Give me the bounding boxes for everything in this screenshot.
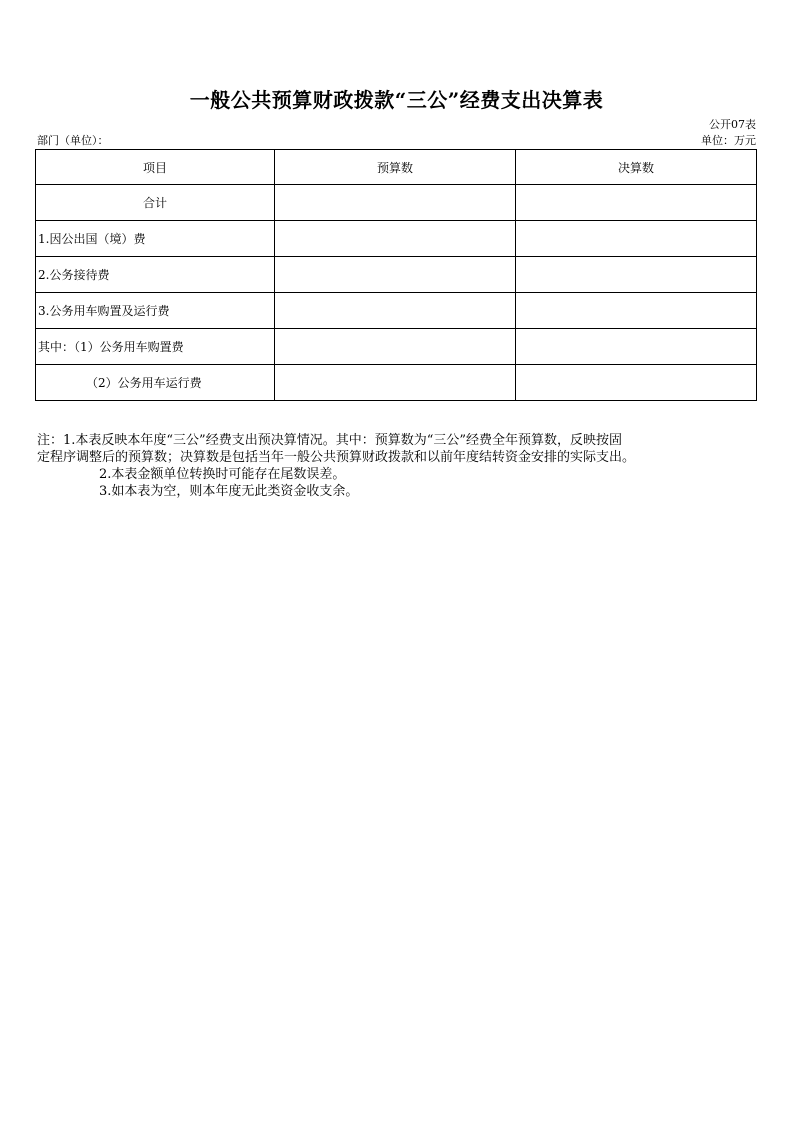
row-actual-cell — [515, 293, 756, 329]
row-budget-cell — [274, 185, 515, 221]
table-row — [36, 221, 757, 257]
row-item-vehicle: 3.公务用车购置及运行费 — [36, 293, 275, 329]
note-1-line-2: 定程序调整后的预算数；决算数是包括当年一般公共预算财政拨款和以前年度结转资金安排的实际支出。 — [37, 450, 636, 465]
note-3: 3.如本表为空，则本年度无此类资金收支余。 — [99, 484, 359, 499]
row-budget-cell — [274, 221, 515, 257]
row-actual-cell — [515, 257, 756, 293]
row-actual-cell — [515, 185, 756, 221]
row-item-overseas: 1.因公出国（境）费 — [36, 221, 275, 257]
row-budget-cell — [274, 365, 515, 401]
row-actual-cell — [515, 365, 756, 401]
table-header-row — [36, 150, 757, 185]
row-item-total: 合计 — [36, 185, 275, 221]
row-budget-cell — [274, 293, 515, 329]
table-row — [36, 365, 757, 401]
page-title: 一般公共预算财政拨款“三公”经费支出决算表 — [189, 88, 604, 112]
row-budget-cell — [274, 329, 515, 365]
table-row — [36, 257, 757, 293]
department-label: 部门（单位）： — [37, 134, 109, 147]
table-row — [36, 329, 757, 365]
budget-table — [35, 149, 757, 401]
row-budget-cell — [274, 257, 515, 293]
form-code: 公开07表 — [709, 118, 756, 131]
row-item-vehicle-operation: （2）公务用车运行费 — [36, 365, 275, 401]
notes — [37, 432, 759, 500]
unit-label: 单位：万元 — [701, 134, 756, 147]
row-actual-cell — [515, 221, 756, 257]
header-item: 项目 — [36, 150, 275, 185]
row-item-vehicle-purchase: 其中：（1）公务用车购置费 — [36, 329, 275, 365]
header-actual: 决算数 — [515, 150, 756, 185]
row-actual-cell — [515, 329, 756, 365]
note-1-line-1: 注：1.本表反映本年度“三公”经费支出预决算情况。其中：预算数为“三公”经费全年预算数，反映按固 — [37, 433, 622, 448]
row-item-reception: 2.公务接待费 — [36, 257, 275, 293]
note-2: 2.本表金额单位转换时可能存在尾数误差。 — [99, 467, 346, 482]
table-row — [36, 185, 757, 221]
table-row — [36, 293, 757, 329]
header-budget: 预算数 — [274, 150, 515, 185]
